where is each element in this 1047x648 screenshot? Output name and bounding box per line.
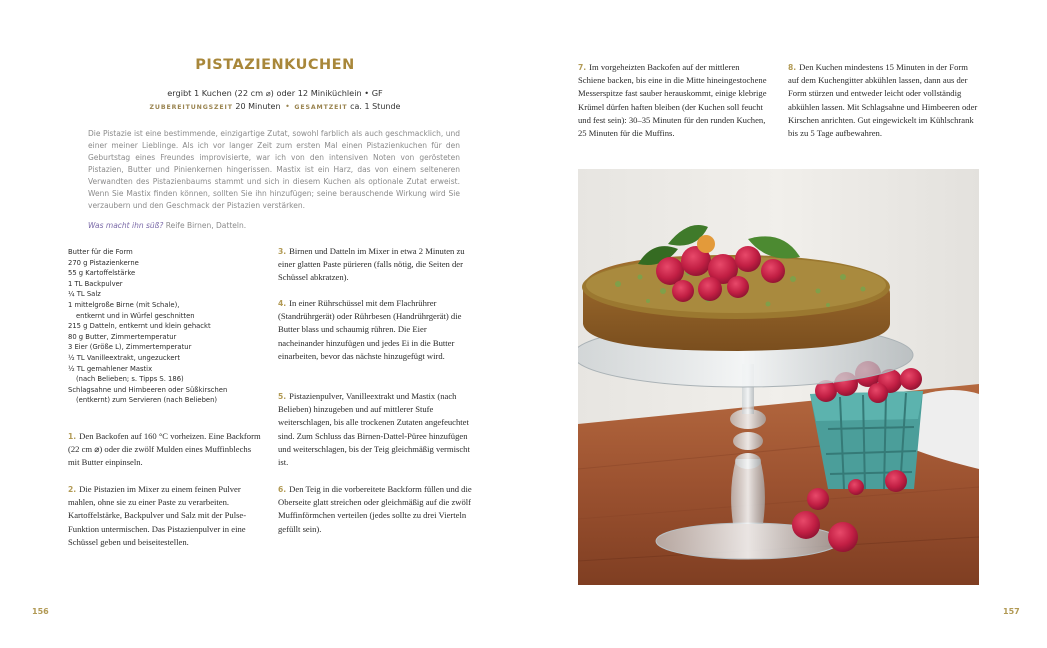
step-6 [278,483,472,536]
step-text: Im vorgeheizten Backofen auf der mittleren Schiene backen, bis eine in die Mitte hineingestochene Messerspitze fast sauber herauskommt, einige klebrige Krümel dürfen haften bleiben (der Kuchen soll feucht und fest sein): 30–35 Minuten für den runden Kuchen, 25 Minuten für die Muffins. [578,62,767,139]
page-number-left: 156 [32,607,49,616]
step-3 [278,245,472,285]
total-time-value: ca. 1 Stunde [350,102,401,111]
step-number: 3. [278,247,287,256]
ingredient-item: ¼ TL Salz [68,290,101,299]
sweetener-question: Was macht ihn süß? [88,221,164,230]
ingredient-item: entkernt und in Würfel geschnitten [76,311,195,320]
step-8 [788,61,978,140]
step-4 [278,297,472,363]
step-5 [278,390,472,469]
page-number-right: 157 [1003,607,1020,616]
ingredient-item: (nach Belieben; s. Tipps S. 186) [76,375,184,384]
step-number: 4. [278,299,287,308]
prep-time-value: 20 Minuten [235,102,281,111]
step-number: 6. [278,485,287,494]
ingredient-item: Butter für die Form [68,248,133,256]
ingredient-item: ½ TL gemahlener Mastix [68,364,153,373]
step-text: In einer Rührschüssel mit dem Flachrührer (Standrührgerät) oder Rührbesen (Handrührgerät) die Butter blass und schaumig rühren. Die Eier nacheinander hinzufügen und jedes Ei in die Butter einarbeiten, bevor das nächste hinzugefügt wird. [278,298,462,361]
recipe-yield: ergibt 1 Kuchen (22 cm ⌀) oder 12 Miniküchlein • GF [167,88,383,98]
step-number: 8. [788,63,797,72]
ingredient-item: 55 g Kartoffelstärke [68,269,136,278]
times-separator: • [285,102,290,111]
ingredient-item: ½ TL Vanilleextrakt, ungezuckert [68,353,180,362]
step-text: Birnen und Datteln im Mixer in etwa 2 Minuten zu einer glatten Paste pürieren (falls nötig, die Seiten der Schüssel abkratzen). [278,246,465,283]
recipe-title: PISTAZIENKUCHEN [195,57,355,73]
ingredient-list [68,247,268,406]
ingredient-item: Schlagsahne und Himbeeren oder Süßkirschen [68,385,228,394]
sweetener-answer: Reife Birnen, Datteln. [163,221,247,230]
step-text: Pistazienpulver, Vanilleextrakt und Mastix (nach Belieben) hinzugeben und auf mittlerer Stufe weiterschlagen, bis alle trockenen Zutaten angefeuchtet sind. Zum Schluss das Birnen-Dattel-Püree hinzufügen und weiterschlagen, bis der Teig gleichmäßig vermischt ist. [278,391,470,468]
intro-paragraph: Die Pistazie ist eine bestimmende, einzigartige Zutat, sowohl farblich als auch geschmacklich, und einer meiner Lieblinge. Als ich vor langer Zeit zum ersten Mal einen Pistazienkuchen für den Geburtstag eines Freundes improvisierte, war ich von den intensiven Noten von gerösteten Pistazien, Butter und Pinienkernen hingerissen. Mastix ist ein Harz, das von einem selteneren Verwandten des Pistazienbaums stammt und sich in diesem Kuchen als optionale Zutat erweist. Wenn Sie Mastix finden können, sollten Sie ihn hinzufügen; seine berauschende Wirkung wird Sie verzaubern und den Geschmack der Pistazien verstärken. [88,129,460,210]
step-number: 7. [578,63,587,72]
step-text: Den Teig in die vorbereitete Backform füllen und die Oberseite glatt streichen oder gleichmäßig auf die zwölf Muffinförmchen verteilen (jedes sollte zu drei Vierteln gefüllt sein). [278,484,472,534]
step-2 [68,483,264,549]
cake-photo [578,169,979,585]
ingredient-item: 1 TL Backpulver [68,279,123,288]
intro-text [88,128,460,212]
sweetener-note [88,221,460,230]
ingredient-item: (entkernt) zum Servieren (nach Belieben) [76,396,218,405]
ingredient-item: 215 g Datteln, entkernt und klein gehackt [68,322,211,331]
step-1 [68,430,264,470]
step-text: Die Pistazien im Mixer zu einem feinen Pulver mahlen, ohne sie zu einer Paste zu verarbeiten. Kartoffelstärke, Backpulver und Salz mit der Pulse-Funktion untermischen. Das Pistazienpulver in eine Schüssel geben und beiseitestellen. [68,484,247,547]
prep-time-label: ZUBEREITUNGSZEIT [149,104,233,111]
step-7 [578,61,768,140]
ingredient-item: 1 mittelgroße Birne (mit Schale), [68,300,180,309]
step-text: Den Backofen auf 160 °C vorheizen. Eine Backform (22 cm ⌀) oder die zwölf Mulden eines Muffinblechs mit Butter einpinseln. [68,431,261,468]
step-number: 5. [278,392,287,401]
ingredient-item: 270 g Pistazienkerne [68,258,139,267]
step-number: 1. [68,432,77,441]
step-text: Den Kuchen mindestens 15 Minuten in der Form auf dem Kuchengitter abkühlen lassen, dann aus der Form stürzen und entweder leicht oder vollständig abkühlen lassen. Mit Schlagsahne und Himbeeren oder Kirschen anrichten. Gut eingewickelt im Kühlschrank bis zu 5 Tage aufbewahren. [788,62,978,139]
ingredient-item: 80 g Butter, Zimmertemperatur [68,332,177,341]
ingredient-item: 3 Eier (Größe L), Zimmertemperatur [68,343,192,352]
recipe-times [110,102,440,111]
total-time-label: GESAMTZEIT [294,104,348,111]
step-number: 2. [68,485,77,494]
